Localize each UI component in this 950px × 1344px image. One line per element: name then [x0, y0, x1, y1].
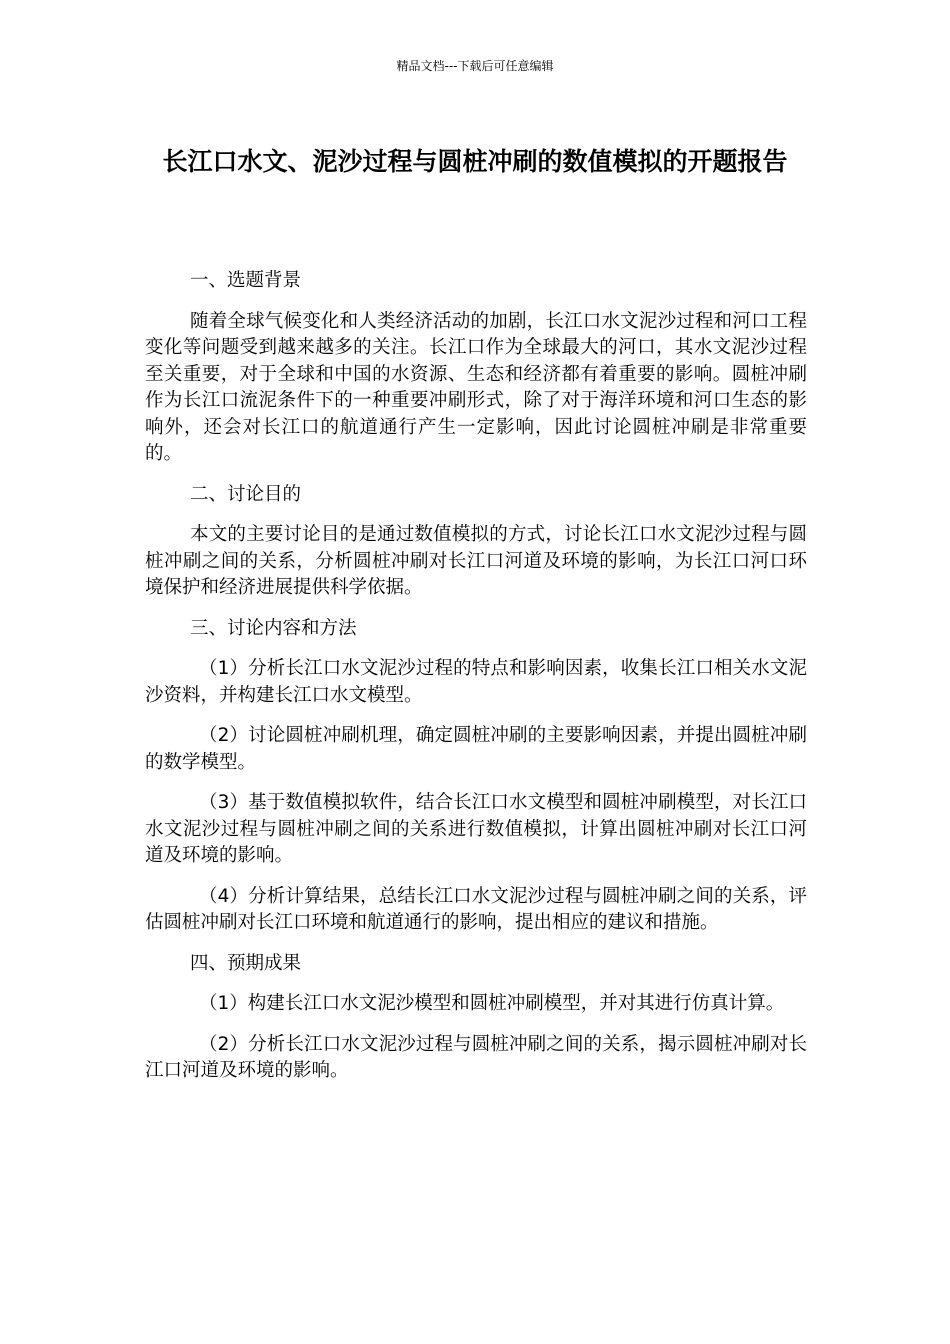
- list-item: （1）构建长江口水文泥沙模型和圆桩冲刷模型，并对其进行仿真计算。: [199, 993, 785, 1014]
- paragraph-background: 随着全球气候变化和人类经济活动的加剧，长江口水文泥沙过程和河口工程变化等问题受到越来越多的关注。长江口作为全球最大的河口，其水文泥沙过程至关重要，对于全球和中国的水资源、生态和经济都有着重要的影响。圆桩冲刷作为长江口流泥条件下的一种重要冲刷形式，除了对于海洋环境和河口生态的影响外，还会对长江口的航道通行产生一定影响，因此讨论圆桩冲刷是非常重要的。: [145, 310, 807, 464]
- section-heading-background: 一、选题背景: [190, 270, 302, 291]
- list-item: （2）分析长江口水文泥沙过程与圆桩冲刷之间的关系，揭示圆桩冲刷对长江口河道及环境的影响。: [145, 1033, 807, 1081]
- paragraph-purpose: 本文的主要讨论目的是通过数值模拟的方式，讨论长江口水文泥沙过程与圆桩冲刷之间的关系，分析圆桩冲刷对长江口河道及环境的影响，为长江口河口环境保护和经济进展提供科学依据。: [145, 524, 807, 598]
- document-body: [145, 268, 807, 1099]
- document-title: 长江口水文、泥沙过程与圆桩冲刷的数值模拟的开题报告: [162, 147, 788, 176]
- list-item: （4）分析计算结果，总结长江口水文泥沙过程与圆桩冲刷之间的关系，评估圆桩冲刷对长江口环境和航道通行的影响，提出相应的建议和措施。: [145, 885, 807, 933]
- section-heading-content-methods: 三、讨论内容和方法: [190, 617, 357, 639]
- list-item: （3）基于数值模拟软件，结合长江口水文模型和圆桩冲刷模型，对长江口水文泥沙过程与圆桩冲刷之间的关系进行数值模拟，计算出圆桩冲刷对长江口河道及环境的影响。: [145, 792, 807, 866]
- section-heading-expected-results: 四、预期成果: [190, 952, 302, 974]
- page-header: 精品文档---下载后可任意编辑: [396, 59, 554, 73]
- section-heading-purpose: 二、讨论目的: [190, 483, 302, 505]
- list-item: （2）讨论圆桩冲刷机理，确定圆桩冲刷的主要影响因素，并提出圆桩冲刷的数学模型。: [145, 725, 807, 773]
- list-item: （1）分析长江口水文泥沙过程的特点和影响因素，收集长江口相关水文泥沙资料，并构建长江口水文模型。: [145, 658, 807, 706]
